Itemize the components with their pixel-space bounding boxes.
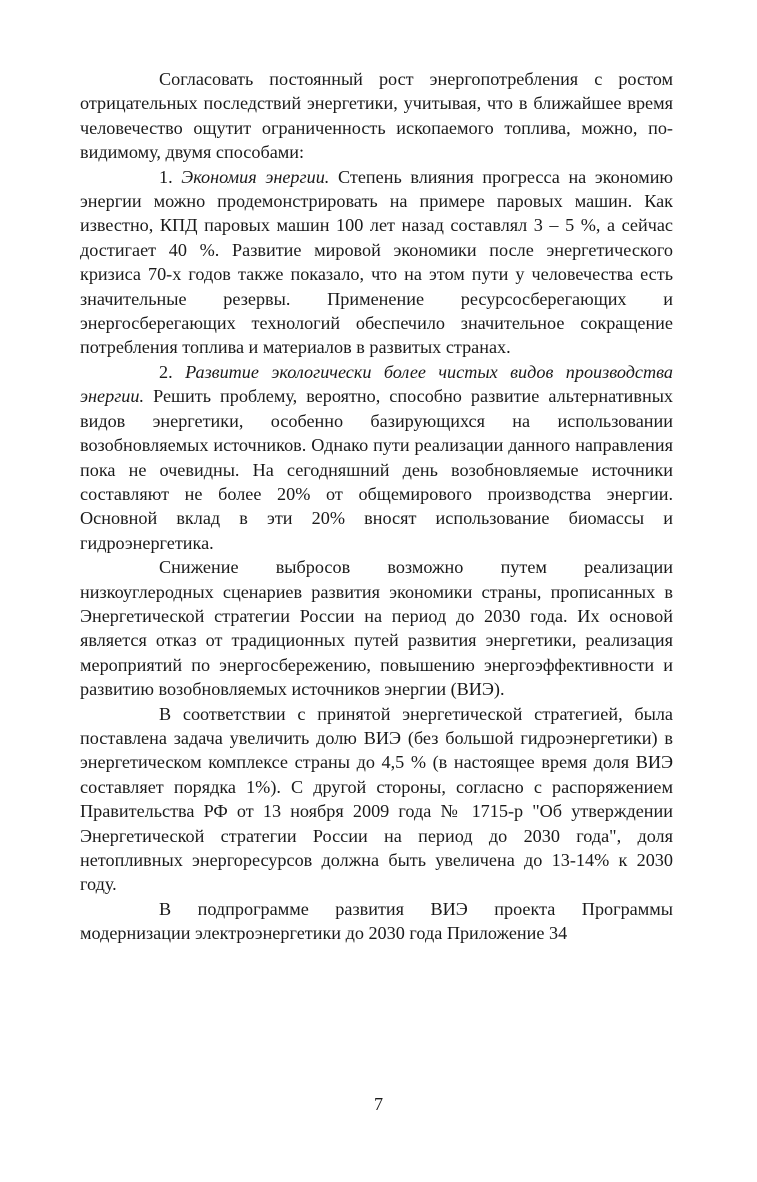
- method-2-paragraph: [80, 360, 673, 555]
- method-2-number: 2.: [159, 361, 173, 382]
- method-1-number: 1.: [159, 166, 173, 187]
- intro-paragraph: Согласовать постоянный рост энергопотребления с ростом отрицательных последствий энергетики, учитывая, что в ближайшее время человечество ощутит ограниченность ископаемого топлива, можно, по-видимому, двумя способами:: [80, 69, 673, 163]
- page-body: [80, 67, 673, 946]
- page-number: 7: [373, 1094, 384, 1114]
- strategy-paragraph: В соответствии с принятой энергетической стратегией, была поставлена задача увеличить долю ВИЭ (без большой гидроэнергетики) в энергетическом комплексе страны до 4,5 % (в настоящее время доля ВИЭ составляет порядка 1%). С другой стороны, согласно с распоряжением Правительства РФ от 13 ноября 2009 года № 1715-р "Об утверждении Энергетической стратегии России на период до 2030 года", доля нетопливных энергоресурсов должна быть увеличена до 13-14% к 2030 году.: [80, 703, 673, 895]
- method-1-heading: Экономия энергии.: [181, 166, 330, 187]
- method-1-paragraph: [80, 165, 673, 360]
- method-2-heading: Развитие экологически более чистых видов производства энергии.: [80, 361, 674, 407]
- method-2-text: Решить проблему, вероятно, способно развитие альтернативных видов энергетики, особенно базирующихся на использовании возобновляемых источников. Однако пути реализации данного направления пока не очевидны. На сегодняшний день возобновляемые источники составляют не более 20% от общемирового производства энергии. Основной вклад в эти 20% вносят использование биомассы и гидроэнергетика.: [80, 386, 674, 553]
- emissions-paragraph: Снижение выбросов возможно путем реализации низкоуглеродных сценариев развития экономики страны, прописанных в Энергетической стратегии России на период до 2030 года. Их основой является отказ от традиционных путей развития энергетики, реализация мероприятий по энергосбережению, повышению энергоэффективности и развитию возобновляемых источников энергии (ВИЭ).: [80, 557, 673, 700]
- subprogram-paragraph: В подпрограмме развития ВИЭ проекта Программы модернизации электроэнергетики до 2030 года Приложение 34: [80, 898, 673, 944]
- method-1-text: Степень влияния прогресса на экономию энергии можно продемонстрировать на примере паровых машин. Как известно, КПД паровых машин 100 лет назад составлял 3 – 5 %, а сейчас достигает 40 %. Развитие мировой экономики после энергетического кризиса 70-х годов также показало, что на этом пути у человечества есть значительные резервы. Применение ресурсосберегающих и энергосберегающих технологий обеспечило значительное сокращение потребления топлива и материалов в развитых странах.: [80, 166, 674, 358]
